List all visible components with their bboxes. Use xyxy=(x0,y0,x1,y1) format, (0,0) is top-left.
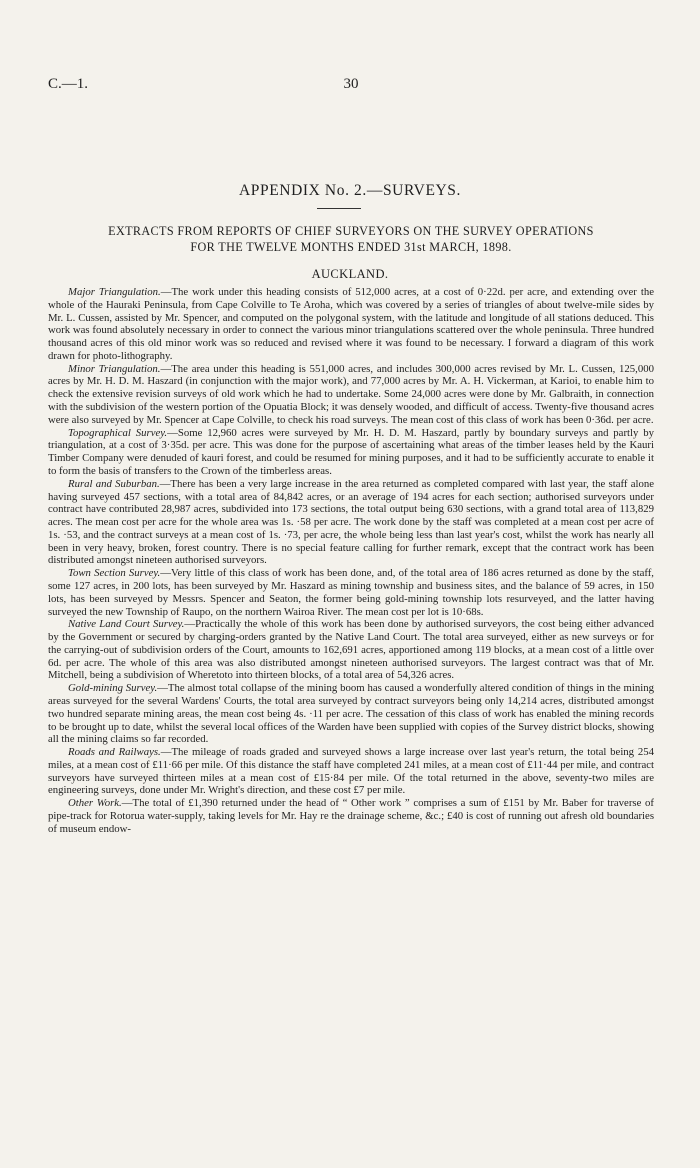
paragraph xyxy=(48,618,654,682)
paragraph-heading: Town Section Survey. xyxy=(68,567,161,580)
paragraph xyxy=(48,478,654,567)
paragraph-text: —There has been a very large increase in the area returned as completed compared with last year, the staff alone having surveyed 457 sections, with a total area of 84,842 acres, or an average of 194 acres for each section; authorised surveyors under contract have contributed 28,987 acres, subdivided into 173 sections, the total output being 630 sections, with a grand total area of 113,829 acres. The mean cost per acre for the whole area was 1s. ·58 per acre. The work done by the staff was completed at a mean cost per acre of 1s. ·53, and the contract surveys at a mean cost of 1s. ·73, per acre, the whole being less than last year's cost, whilst the work has nearly all been in very heavy, broken, forest country. There is no special feature calling for further remark, except that the contract work has been distributed amongst nineteen authorised surveyors. xyxy=(48,477,654,567)
paragraph xyxy=(48,427,654,478)
title-rule xyxy=(317,208,361,209)
paragraph-heading: Other Work. xyxy=(68,797,122,810)
paragraph-heading: Topographical Survey. xyxy=(68,426,168,439)
paragraph-heading: Roads and Railways. xyxy=(68,746,161,759)
paragraph xyxy=(48,682,654,746)
section-title: AUCKLAND. xyxy=(311,267,389,281)
extracts-line-2: FOR THE TWELVE MONTHS ENDED 31st MARCH, 1898. xyxy=(190,239,512,254)
paragraph-text: —The mileage of roads graded and surveyed shows a large increase over last year's return, the total being 254 miles, at a mean cost of £11·66 per mile. Of this distance the staff have completed 241 miles, at a mean cost of £11·44 per mile, and contract surveyors have surveyed thirteen miles at a mean cost of £15·84 per mile. Of the total returned in the above, seventy-two miles are engineering surveys, done under Mr. Wright's direction, and these cost £7 per mile. xyxy=(48,746,654,797)
extracts-heading xyxy=(48,224,654,255)
paragraph-heading: Gold-mining Survey. xyxy=(68,682,158,695)
paragraph-text: —Very little of this class of work has been done, and, of the total area of 186 acres returned as done by the staff, some 127 acres, in 200 lots, has been surveyed by Mr. Haszard as mining township and business sites, and the balance of 59 acres, in 150 lots, has been surveyed by Messrs. Spencer and Seaton, the former being gold-mining township lots resurveyed, and the latter having surveyed the new Township of Raupo, on the northern Wairoa River. The mean cost per lot is 10·68s. xyxy=(48,567,654,618)
paragraph-text: —The work under this heading consists of 512,000 acres, at a cost of 0·22d. per acre, and extending over the whole of the Hauraki Peninsula, from Cape Colville to Te Aroha, which was covered by a series of triangles of about twelve-mile sides by Mr. L. Cussen, assisted by Mr. Spencer, and computed on the polygonal system, with the latitude and longitude of all stations deduced. This work was found absolutely necessary in order to connect the various minor triangulations scattered over the whole peninsula. Three hundred thousand acres of this old minor work was so reduced and revised where it was found to be necessary. I forward a diagram of this work drawn for photo-lithography. xyxy=(48,286,654,362)
paragraph xyxy=(48,746,654,797)
paragraph-text: —The total of £1,390 returned under the head of “ Other work ” comprises a sum of £151 by Mr. Baber for traverse of pipe-track for Rotorua water-supply, taking levels for Mr. Hay re the drainage scheme, &c.; £40 is cost of running out afresh old boundaries of museum endow- xyxy=(48,797,654,835)
paragraph xyxy=(48,567,654,618)
page-number: 30 xyxy=(343,76,359,92)
body-text xyxy=(48,286,654,836)
page-header xyxy=(48,76,654,96)
paragraph-heading: Rural and Suburban. xyxy=(68,477,160,490)
paragraph xyxy=(48,797,654,835)
paragraph xyxy=(48,286,654,363)
paragraph-heading: Major Triangulation. xyxy=(68,286,161,298)
appendix-title: APPENDIX No. 2.—SURVEYS. xyxy=(239,182,461,199)
paragraph xyxy=(48,363,654,427)
extracts-line-1: EXTRACTS FROM REPORTS OF CHIEF SURVEYORS ON THE SURVEY OPERATIONS xyxy=(108,224,594,238)
paragraph-text: —Practically the whole of this work has been done by authorised surveyors, the cost being either advanced by the Government or secured by charging-orders granted by the Native Land Court. The total area surveyed, either as new surveys or for the carrying-out of subdivision orders of the Court, amounts to 162,691 acres, apportioned among 119 blocks, at a mean cost of a little over 6d. per acre. The whole of this area was also distributed amongst nineteen authorised surveyors. The largest contract was that of Mr. Mitchell, being a subdivision of Wheretoto into thirteen blocks, of a total area of 54,326 acres. xyxy=(48,618,654,682)
document-reference: C.—1. xyxy=(48,76,89,92)
paragraph-heading: Minor Triangulation. xyxy=(68,362,161,375)
paragraph-text: —The area under this heading is 551,000 acres, and includes 300,000 acres revised by Mr. L. Cussen, 125,000 acres by Mr. H. D. M. Haszard (in conjunction with the major work), and 77,000 acres by Mr. A. H. Vickerman, at Karioi, to enable him to check the extensive revision surveys of old work which he had to undertake. Some 24,000 acres were done by Mr. Galbraith, in connection with the subdivision of the western portion of the Opuatia Block; it was densely wooded, and difficult of access. Twenty-five thousand acres were also surveyed by Mr. Spencer at Cape Colville, to check his road surveys. The mean cost of this class of work has been 0·36d. per acre. xyxy=(48,362,654,426)
paragraph-text: —The almost total collapse of the mining boom has caused a wonderfully altered condition of things in the mining areas surveyed for the several Wardens' Courts, the total area surveyed by contract surveyors being only 14,214 acres, distributed amongst two hundred separate mining areas, the mean cost being 4s. ·11 per acre. The cessation of this class of work has enabled the mining records to be brought up to date, whilst the several local offices of the Warden have been supplied with copies of the Survey district blocks, showing all the mining claims so far recorded. xyxy=(48,682,654,746)
paragraph-text: —Some 12,960 acres were surveyed by Mr. H. D. M. Haszard, partly by boundary surveys and partly by triangulation, at a cost of 3·35d. per acre. This was done for the purpose of ascertaining what areas of the timber leases held by the Kauri Timber Company were denuded of kauri forest, and could be resumed for mining purposes, and it had to be sufficiently accurate to enable it to form the basis of transfers to the Crown of the timberless areas. xyxy=(48,426,654,477)
paragraph-heading: Native Land Court Survey. xyxy=(68,618,185,631)
